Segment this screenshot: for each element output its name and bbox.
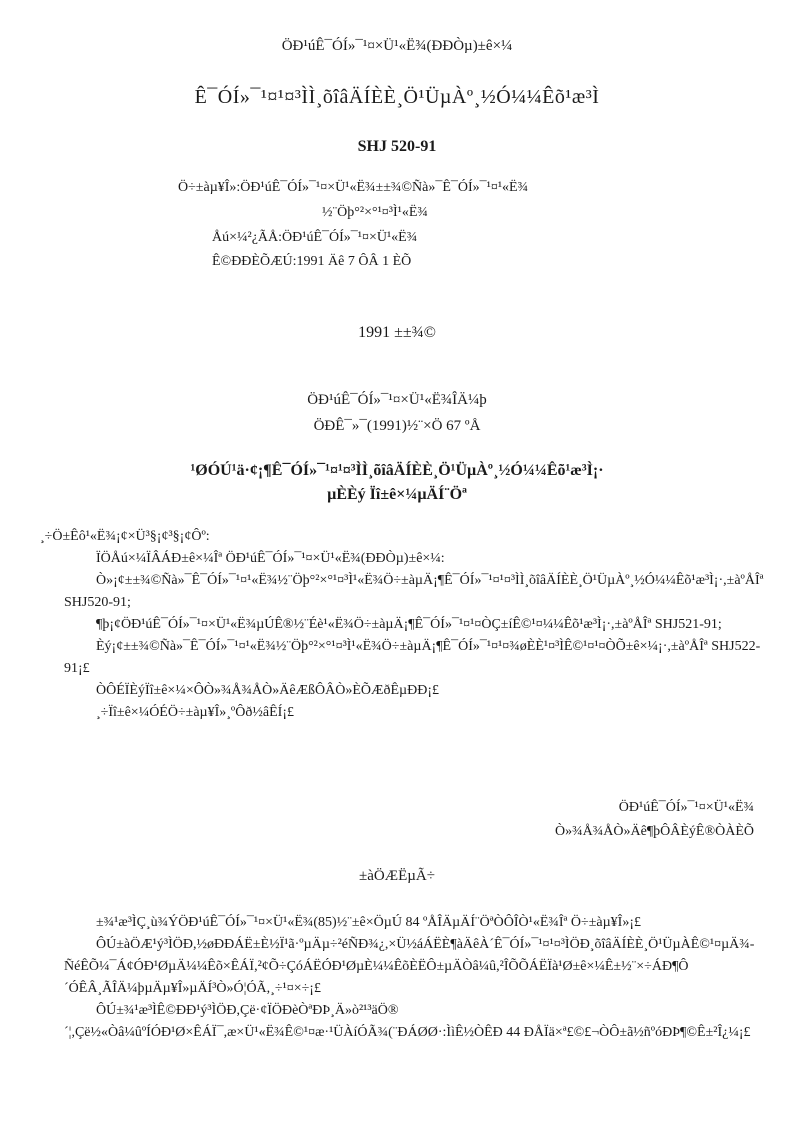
notice-heading: ¹ØÓÚ¹ä·¢¡¶Ê¯ÓÍ»¯¹¤¹¤³ÌÌ¸õîâÄÍÈÈ¸Ö¹ÜµÀº¸½Ó¼¼Êõ¹æ³Ì¡· — [190, 462, 604, 479]
issuer-line: ÖÐ¹úÊ¯ÓÍ»¯¹¤×Ü¹«Ë¾(ÐÐÒµ)±ê×¼ — [281, 38, 513, 54]
notice-body — [40, 526, 764, 724]
meta-effective-date: Ê©ÐÐÈÕÆÚ:1991 Äê 7 ÔÂ 1 ÈÕ — [212, 254, 412, 269]
explanation-paragraph: ÔÚ±àÖÆ¹ý³ÌÖÐ,½øÐÐÁË±È½Ï¹ã·ºµÄµ÷²éÑÐ¾¿,×Ü½áÁËÈ¶àÄêÀ´Ê¯ÓÍ»¯¹¤¹¤³ÌÖÐ¸õîâÄÍÈÈ¸Ö¹ÜµÀÊ©¹¤µÄ¾ÑéÊÕ¼¯Á¢ÓÐ¹ØµÄ¼¼Êõ×ÊÁÏ,²¢Õ÷ÇóÁËÓÐ¹ØµÈ¼¼ÊõÈËÔ±µÄÒâ¼û,²ÎÕÕÁËÏà¹Ø±ê×¼Ê±½¨×÷ÁÐ¶Ô´ÓÊÂ¸ÃÎÄ¼þµÄµ¥Î»µÄÍ³Ò»Ó¦ÓÃ,¸÷¹¤×÷¡£ — [64, 937, 755, 996]
section-title: ±àÖÆËµÃ÷ — [359, 868, 435, 884]
signature-date: Ò»¾Å¾ÅÒ»Äê¶þÔÂÈýÊ®ÒÀÈÕ — [555, 824, 754, 839]
meta-approver: Åú×¼²¿ÃÅ:ÖÐ¹úÊ¯ÓÍ»¯¹¤×Ü¹«Ë¾ — [212, 230, 418, 245]
body-paragraph: ¸÷Ïî±ê×¼ÓÉÖ÷±àµ¥Î»¸ºÔð½âÊÍ¡£ — [96, 705, 294, 720]
body-paragraph: ¶þ¡¢ÖÐ¹úÊ¯ÓÍ»¯¹¤×Ü¹«Ë¾µÚÊ®½¨Éè¹«Ë¾Ö÷±àµÄ¡¶Ê¯ÓÍ»¯¹¤¹¤ÒÇ±íÊ©¹¤¼¼Êõ¹æ³Ì¡·,±àºÅÎª SHJ521-91; — [96, 617, 722, 632]
explanation-paragraph: ±¾¹æ³ÌÇ¸ù¾ÝÖÐ¹úÊ¯ÓÍ»¯¹¤×Ü¹«Ë¾(85)½¨±ê×ÖµÚ 84 ºÅÎÄµÄÍ¨ÖªÒÔÎÒ¹«Ë¾Îª Ö÷±àµ¥Î»¡£ — [96, 915, 641, 930]
body-paragraph: Ò»¡¢±±¾©Ñà»¯Ê¯ÓÍ»¯¹¤¹«Ë¾½¨Öþ°²×°¹¤³Ì¹«Ë¾Ö÷±àµÄ¡¶Ê¯ÓÍ»¯¹¤¹¤³ÌÌ¸õîâÄÍÈÈ¸Ö¹ÜµÀº¸½Ó¼¼Êõ¹æ³Ì¡·,±àºÅÎª SHJ520-91; — [64, 573, 764, 610]
body-paragraph: ÏÖÅú×¼ÏÂÁÐ±ê×¼Îª ÖÐ¹úÊ¯ÓÍ»¯¹¤×Ü¹«Ë¾(ÐÐÒµ)±ê×¼: — [96, 551, 445, 566]
body-salutation: ¸÷Ö±Êô¹«Ë¾¡¢×Ü³§¡¢³§¡¢Ôº: — [40, 529, 210, 544]
notice-org: ÖÐ¹úÊ¯ÓÍ»¯¹¤×Ü¹«Ë¾ÎÄ¼þ — [307, 392, 487, 408]
publish-year: 1991 ±±¾© — [358, 324, 436, 341]
meta-chief-editor-cont: ½¨Öþ°²×°¹¤³Ì¹«Ë¾ — [322, 205, 428, 220]
notice-heading-cont: µÈÈý Ïî±ê×¼µÄÍ¨Öª — [327, 486, 467, 503]
body-paragraph: Èý¡¢±±¾©Ñà»¯Ê¯ÓÍ»¯¹¤¹«Ë¾½¨Öþ°²×°¹¤³Ì¹«Ë¾Ö÷±àµÄ¡¶Ê¯ÓÍ»¯¹¤¹¤¾øÈÈ¹¤³ÌÊ©¹¤¹¤ÒÕ±ê×¼¡·,±àºÅÎª SHJ522-91¡£ — [64, 639, 761, 676]
standard-title: Ê¯ÓÍ»¯¹¤¹¤³ÌÌ¸õîâÄÍÈÈ¸Ö¹ÜµÀº¸½Ó¼¼Êõ¹æ³Ì — [194, 86, 600, 108]
signature-org: ÖÐ¹úÊ¯ÓÍ»¯¹¤×Ü¹«Ë¾ — [618, 800, 754, 815]
standard-code: SHJ 520-91 — [357, 138, 437, 155]
explanation-body — [64, 912, 764, 1044]
meta-chief-editor: Ö÷±àµ¥Î»:ÖÐ¹úÊ¯ÓÍ»¯¹¤×Ü¹«Ë¾±±¾©Ñà»¯Ê¯ÓÍ»¯¹¤¹«Ë¾ — [178, 180, 529, 195]
explanation-paragraph: ÔÚ±¾¹æ³ÌÊ©ÐÐ¹ý³ÌÖÐ,Çë·¢ÏÖÐèÒªÐÞ¸Ä»ò²¹³äÖ®´¦,Çë½«Òâ¼ûºÍÓÐ¹Ø×ÊÁÏ¯,æ×Ü¹«Ë¾Ê©¹¤æ·¹ÜÀíÓÃ¾(¨ÐÁØØ·:ÌìÊ½ÒÊÐ 44 ÐÅÏä×ª£©£¬ÒÔ±ã½ñºóÐÞ¶©Ê±²Î¿¼¡£ — [64, 1003, 751, 1040]
body-paragraph: ÒÔÉÏÈýÏî±ê×¼×ÔÒ»¾Å¾ÅÒ»ÄêÆßÔÂÒ»ÈÕÆðÊµÐÐ¡£ — [96, 683, 439, 698]
notice-number: ÖÐÊ¯»¯(1991)½¨×Ö 67 ºÅ — [313, 418, 481, 434]
